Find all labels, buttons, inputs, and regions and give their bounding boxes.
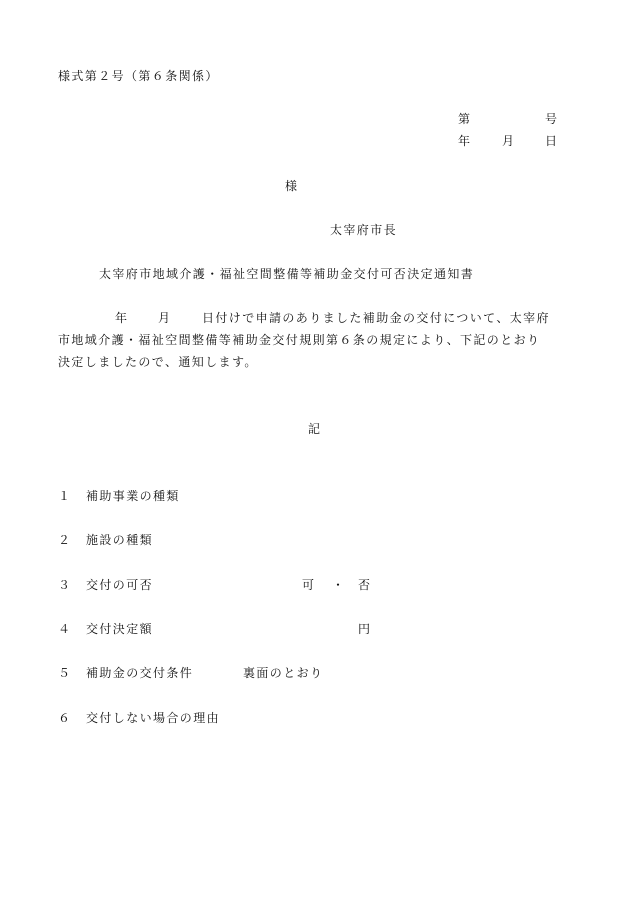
- approval-option-no: 否: [358, 578, 372, 592]
- body-line1: 日付けで申請のありました補助金の交付について、太宰府: [202, 311, 550, 325]
- date-month: 月: [502, 134, 516, 148]
- item-label: 交付しない場合の理由: [86, 711, 221, 725]
- addressee-suffix: 様: [285, 179, 299, 193]
- item-number: ４: [58, 622, 72, 636]
- issuer: 太宰府市長: [330, 223, 398, 237]
- document-title: 太宰府市地域介護・福祉空間整備等補助金交付可否決定通知書: [99, 267, 475, 281]
- approval-option-yes: 可: [302, 578, 316, 592]
- item-label: 補助金の交付条件: [86, 666, 194, 680]
- date-day: 日: [545, 134, 559, 148]
- body-month: 月: [158, 311, 172, 325]
- item-label: 施設の種類: [86, 533, 154, 547]
- item-number: ２: [58, 533, 72, 547]
- conditions-value: 裏面のとおり: [243, 666, 324, 680]
- ki-heading: 記: [308, 422, 322, 436]
- body-line3: 決定しましたので、通知します。: [58, 355, 258, 369]
- document-number-dai: 第: [458, 112, 472, 126]
- item-number: １: [58, 489, 72, 503]
- body-line2: 市地域介護・福祉空間整備等補助金交付規則第６条の規定により、下記のとおり: [58, 333, 541, 347]
- item-label: 交付決定額: [86, 622, 154, 636]
- date-year: 年: [458, 134, 472, 148]
- item-number: ５: [58, 666, 72, 680]
- body-year: 年: [115, 311, 129, 325]
- item-number: ６: [58, 711, 72, 725]
- item-label: 補助事業の種類: [86, 489, 180, 503]
- amount-unit: 円: [358, 622, 372, 636]
- approval-separator: ・: [332, 578, 346, 592]
- form-label: 様式第２号（第６条関係）: [58, 69, 219, 83]
- item-number: ３: [58, 578, 72, 592]
- document-number-go: 号: [545, 112, 559, 126]
- item-label: 交付の可否: [86, 578, 154, 592]
